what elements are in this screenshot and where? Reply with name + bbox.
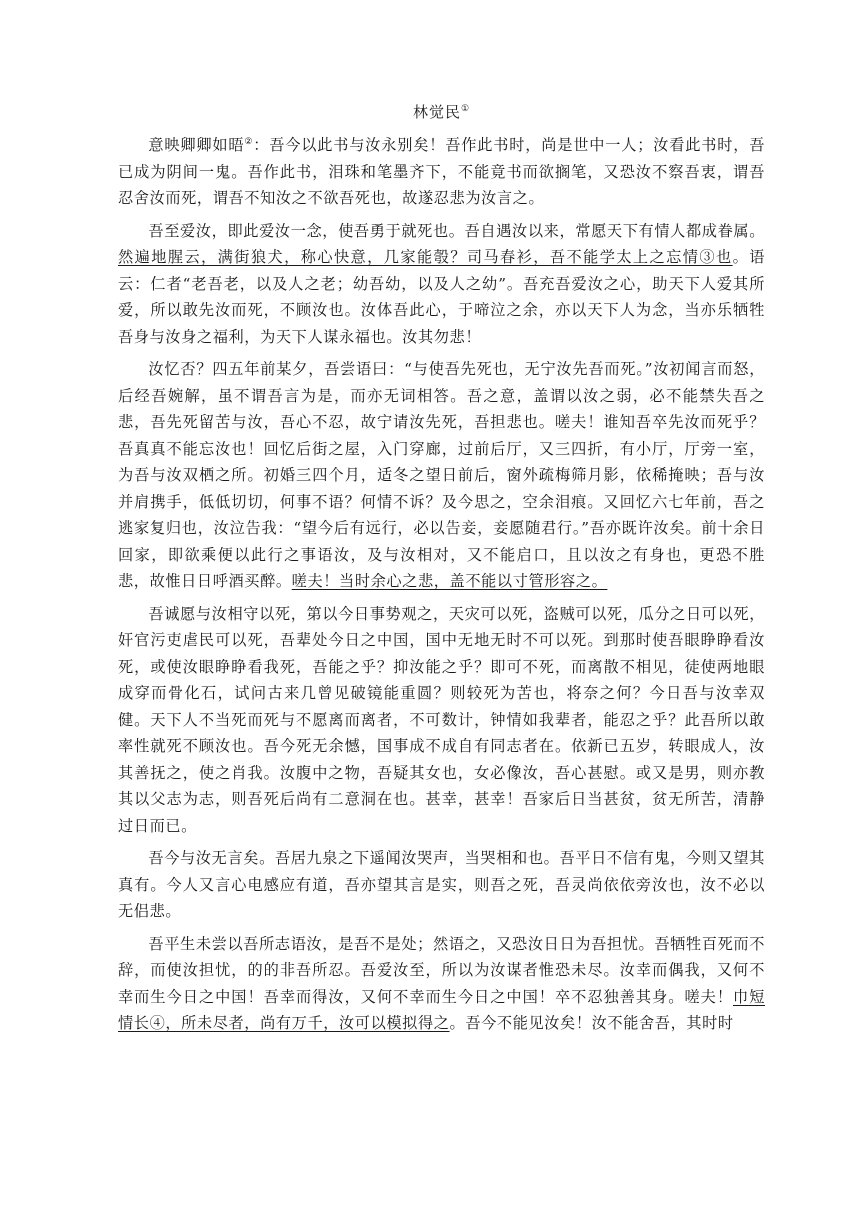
paragraph-text: 吾平生未尝以吾所志语汝，是吾不是处；然语之，又恐汝日日为吾担忧。吾牺牲百死而不辞，而使汝担忧，的的非吾所忍。吾爱汝至，所以为汝谋者惟恐未尽。汝幸而偶我，又何不幸而生今日之中国！吾幸而得汝，又何不幸而生今日之中国！卒不忍独善其身。嗟夫！	[118, 934, 765, 1006]
paragraph-text: 吾今与汝无言矣。吾居九泉之下遥闻汝哭声，当哭相和也。吾平日不信有鬼，今则又望其真有。今人又言心电感应有道，吾亦望其言是实，则吾之死，吾灵尚依依旁汝也，汝不必以无侣悲。	[118, 849, 765, 921]
underlined-text: 然遍地腥云，满街狼犬，称心快意，几家能彀？司马春衫，吾不能学太上之忘情③也	[118, 248, 733, 267]
paragraph	[118, 601, 765, 840]
paragraph	[118, 845, 765, 925]
paragraph-text: 汝忆否？四五年前某夕，吾尝语曰：“与使吾先死也，无宁汝先吾而死。”汝初闻言而怒，后经吾婉解，虽不谓吾言为是，而亦无词相答。吾之意，盖谓以汝之弱，必不能禁失吾之悲，吾先死留苦与汝，吾心不忍，故宁请汝先死，吾担悲也。嗟夫！谁知吾卒先汝而死乎？吾真真不能忘汝也！回忆后街之屋，入门穿廊，过前后厅，又三四折，有小厅，厅旁一室，为吾与汝双栖之所。初婚三四个月，适冬之望日前后，窗外疏梅筛月影，依稀掩映；吾与汝并肩携手，低低切切，何事不语？何情不诉？及今思之，空余泪痕。又回忆六七年前，吾之逃家复归也，汝泣告我：“望今后有远行，必以告妾，妾愿随君行。”吾亦既许汝矣。前十余日回家，即欲乘便以此行之事语汝，及与汝相对，又不能启口，且以汝之有身也，更恐不胜悲，故惟日日呼酒买醉。	[118, 360, 765, 591]
paragraph-text: ：吾今以此书与汝永别矣！吾作此书时，尚是世中一人；汝看此书时，吾已成为阴间一鬼。吾作此书，泪珠和笔墨齐下，不能竟书而欲搁笔，又恐汝不察吾衷，谓吾忍舍汝而死，谓吾不知汝之不欲吾死也，故遂忍悲为汝言之。	[118, 136, 766, 208]
paragraph	[118, 931, 765, 1037]
paragraph	[118, 356, 765, 595]
paragraph-text: 吾至爱汝，即此爱汝一念，使吾勇于就死也。吾自遇汝以来，常愿天下有情人都成眷属。	[148, 221, 765, 240]
paragraph-text: 。吾今不能见汝矣！汝不能舍吾，其时时	[449, 1014, 734, 1033]
paragraph-text: 意映卿卿如晤	[148, 136, 245, 155]
paragraph-text: 。语云：仁者“老吾老，以及人之老；幼吾幼，以及人之幼”。吾充吾爱汝之心，助天下人爱其所爱，所以敢先汝而死，不顾汝也。汝体吾此心，于啼泣之余，亦以天下人为念，当亦乐牺牲吾身与汝身之福利，为天下人谋永福也。汝其勿悲！	[118, 248, 766, 346]
author-name: 林觉民	[412, 103, 461, 121]
footnote-marker: ②	[244, 137, 254, 147]
paragraph-text: 吾诚愿与汝相守以死，第以今日事势观之，天灾可以死，盗贼可以死，瓜分之日可以死，奸官污吏虐民可以死，吾辈处今日之中国，国中无地无时不可以死。到那时使吾眼睁睁看汝死，或使汝眼睁睁看我死，吾能之乎？抑汝能之乎？即可不死，而离散不相见，徒使两地眼成穿而骨化石，试问古来几曾见破镜能重圆？则较死为苦也，将奈之何？今日吾与汝幸双健。天下人不当死而死与不愿离而离者，不可数计，钟情如我辈者，能忍之乎？此吾所以敢率性就死不顾汝也。吾今死无余憾，国事成不成自有同志者在。依新已五岁，转眼成人，汝其善抚之，使之肖我。汝腹中之物，吾疑其女也，女必像汝，吾心甚慰。或又是男，则亦教其以父志为志，则吾死后尚有二意洞在也。甚幸，甚幸！吾家后日当甚贫，贫无所苦，清静过日而已。	[118, 604, 765, 835]
paragraph	[118, 218, 765, 351]
underlined-text: 嗟夫！当时余心之悲，盖不能以寸管形容之。	[291, 572, 608, 591]
letter-body	[118, 129, 765, 1037]
paragraph	[118, 129, 765, 212]
underlined-text: 巾短情长④，所未尽者，尚有万千，汝可以模拟得之	[118, 987, 765, 1033]
footnote-marker: ①	[460, 104, 471, 114]
document-title	[118, 98, 765, 123]
